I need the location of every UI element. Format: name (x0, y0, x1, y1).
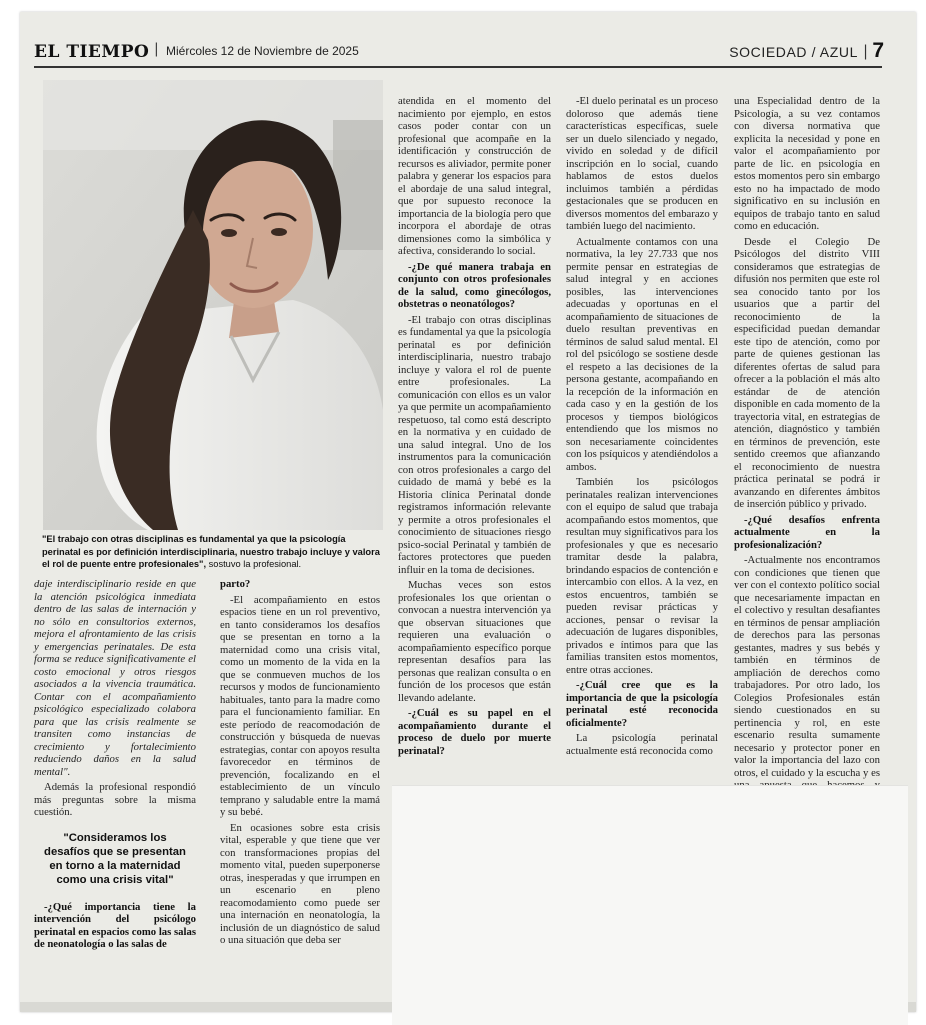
interview-question-end: parto? (220, 578, 251, 590)
paragraph: -El duelo perinatal es un proceso doloroso que además tiene características específicas, suele ser un duelo silenciado y negado, vivido en soledad y de difícil inscripción en lo social, cuando hablamos de estos duelos incluimos también a pérdidas gestacionales que se producen en diversos momentos del embarazo y también luego del nacimiento. (566, 95, 718, 232)
left-eye (221, 229, 237, 237)
masthead-separator: | (154, 41, 159, 57)
portrait-photo (43, 80, 383, 530)
paragraph: daje interdisciplinario reside en que la atención psicológica inmediata dentro de las salas de internación y no sólo en consultorios externos, mejora el afrontamiento de las crisis y emergencias perinatales. De esta forma se reduce significativamente el costo emocional y otros riesgos asociados a la vivencia traumática. Contar con el acompañamiento psicológico especializado colabora para que las crisis realmente se transiten como instancias de crecimiento y fortalecimiento reduciendo daños en la salud mental". (34, 578, 196, 778)
column-5 (734, 95, 880, 820)
issue-date: Miércoles 12 de Noviembre de 2025 (166, 44, 359, 58)
column-2 (220, 578, 380, 950)
paragraph: La psicología perinatal actualmente está reconocida como (566, 732, 718, 757)
column-1 (34, 578, 196, 954)
pull-quote: "Consideramos los desafíos que se presentan en torno a la maternidad como una crisis vital" (44, 831, 186, 886)
background-wall (43, 80, 383, 150)
caption-quote: "El trabajo con otras disciplinas es fundamental ya que la psicología perinatal es por definición interdisciplinaria, nuestro trabajo incluye y valora el rol de puente entre profesionales", (42, 534, 380, 569)
page-number: 7 (872, 39, 884, 62)
paragraph: También los psicólogos perinatales realizan intervenciones con el equipo de salud que trabaja acompañando estos momentos, que resultan muy significativos para los profesionales y que es necesario tramitar desde la palabra, brindando espacios de contención e intercambio con ellos. A la vez, en estos encuentros, también se pueden revisar prácticas y acciones, pensar o revisar la adecuación de lugares disponibles, privados e íntimos para que las familias transiten estos momentos, entre otras acciones. (566, 476, 718, 676)
masthead-rule (34, 66, 882, 68)
interview-question: -¿Cuál es su papel en el acompañamiento durante el proceso de duelo por muerte perinatal? (398, 707, 551, 757)
paragraph: Desde el Colegio De Psicólogos del distrito VIII consideramos que estrategias de difusión nos permiten que este rol sea conocido tanto por los usuarios que a partir del reconocimiento de la especificidad puedan demandar este tipo de atención, como por parte de quienes gestionan las diferentes ofertas de salud para ofrecer a la población el más alto estándar de de atención disponible en cada momento de la trayectoria vital, en estrategias de atención, diagnóstico y también en términos de prevención, este sentido creemos que afianzando el reconocimiento de nuestra práctica perinatal se podrá ir avanzando en diferentes ámbitos de inserción público y privado. (734, 235, 880, 510)
interview-question: -¿Qué desafíos enfrenta actualmente en la profesionalización? (734, 513, 880, 551)
paragraph: una Especialidad dentro de la Psicología, a su vez contamos con diversa normativa que explicita la necesidad y pone en valor el acompañamiento por parte de lic. en psicología en estos momentos pero sin embargo esto no ha impactado de modo significativo en su inclusión en equipos de trabajo tanto en salud como en educación. (734, 95, 880, 232)
newspaper-brand: EL TIEMPO (34, 42, 150, 62)
paragraph: Muchas veces son estos profesionales los que orientan o convocan a nuestra intervención ya que observan situaciones que requieren una evaluación o acompañamiento específico porque representan desafíos para las personas que realizan consulta o en función de los procesos que están llevando adelante. (398, 579, 551, 704)
portrait-illustration (43, 80, 383, 530)
column-4 (566, 95, 718, 760)
interview-question: -¿Cuál cree que es la importancia de que la psicología perinatal esté reconocida oficialmente? (566, 679, 718, 729)
interview-question: -¿Qué importancia tiene la intervención del psicólogo perinatal en espacios como las salas de neonatología o las salas de (34, 900, 196, 950)
paragraph: -El acompañamiento en estos espacios tiene en un rol preventivo, en tanto consideramos los desafíos que se presentan en torno a la maternidad como una crisis vital, como un momento de la vida en la que se conmueven muchos de los recursos y modos de funcionamiento habituales, tanto para la madre como para el funcionamiento familiar. En este período de reacomodación de construcción y búsqueda de nuevas estrategias, contar con apoyos resulta favorecedor en términos de prevención, focalizando en el establecimiento de un vínculo temprano y saludable entre la mamá y su bebé. (220, 593, 380, 818)
paragraph: -Actualmente nos encontramos con condiciones que tienen que ver con el contexto político social que necesariamente impactan en el colectivo y resultan desafiantes en términos de pensar ampliación de derechos para las personas gestantes, madres y sus bebés y también en términos de ampliación de derechos como trabajadores. Por otro lado, los Colegios Profesionales están siendo cuestionados en su pertinencia y rol, en este escenario resulta sumamente necesario y protector poner en valor la importancia del lazo con otros, el cuidado y la escucha y es (734, 554, 880, 779)
section-separator: | (862, 42, 868, 60)
paragraph: Actualmente contamos con una normativa, la ley 27.733 que nos permite pensar en estrategias de salud integral y en acciones posibles, las intervenciones adecuadas y oportunas en el acompañamiento de situaciones de duelo resultan preventivas en términos de salud salud mental. El rol del psicólogo se sostiene desde el respeto a las decisiones de la persona gestante, acompañando en la recepción de la información en cada caso y en la gestión de los procesos y tiempos biológicos entendiendo que los mismos no son necesariamente coincidentes con los psíquicos y atendiéndolos a ambos. (566, 235, 718, 473)
masthead (34, 40, 898, 66)
blank-overlay (392, 785, 908, 1025)
paragraph: Además la profesional respondió más preguntas sobre la misma cuestión. (34, 781, 196, 818)
paragraph: atendida en el momento del nacimiento por ejemplo, en estos casos poder contar con un profesional que acompañe en la identificación y construcción de recursos es aliviador, permite poner palabra y generar los espacios para el abordaje de una salud integral, que por supuesto reconoce la importancia de la biología pero que incorpora el abordaje de otras dimensiones como la simbólica y afectiva, considerando lo social. (398, 95, 551, 257)
paragraph: En ocasiones sobre esta crisis vital, esperable y que tiene que ver con transformaciones propias del momento vital, pueden superponerse otras, inesperadas y que irrumpen en un escenario en pleno reacomodamiento como puede ser una internación en neonatología, la inclusión de un diagnóstico de salud o una situación que deba ser (220, 821, 380, 946)
column-3 (398, 95, 551, 760)
photo-caption (42, 533, 382, 571)
caption-attribution: sostuvo la profesional. (206, 559, 302, 569)
right-eye (271, 228, 287, 236)
paragraph: -El trabajo con otras disciplinas es fundamental ya que la psicología perinatal es por definición interdisciplinaria, nuestro trabajo incluye y valora el rol de puente entre profesionales. La comunicación con ellos es un valor ya que permite un acompañamiento respetuoso, tal como está descripto en la normativa y en cuidado de una salud integral. Uno de los instrumentos para la comunicación con otros profesionales a cargo del cuidado de mamá y bebé es la Historia clínica Perinatal donde registramos información relevante y permite a otros profesionales el conocimiento de situaciones riesgo psico-social Perinatal y también de factores protectores que pueden influir en la toma de decisiones. (398, 313, 551, 576)
interview-question: -¿De qué manera trabaja en conjunto con otros profesionales de la salud, como ginecólogos, obstetras o neonatólogos? (398, 260, 551, 310)
section-name: SOCIEDAD / AZUL (729, 44, 858, 60)
